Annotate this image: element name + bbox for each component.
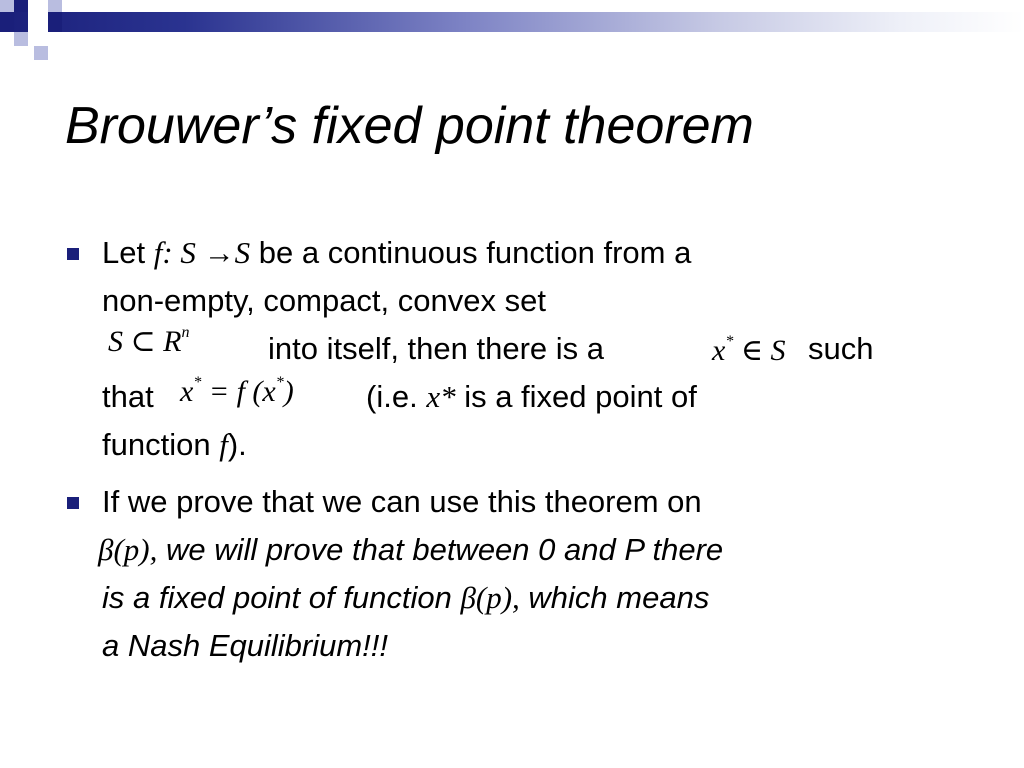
deco-square — [14, 32, 28, 46]
math-inline: β(p), — [460, 580, 520, 615]
bullet-2-line-4 — [102, 626, 388, 666]
math-inline: β(p), — [98, 532, 158, 567]
bullet-1-line-3-end — [808, 329, 873, 369]
text: that — [102, 379, 154, 414]
deco-square — [0, 0, 14, 12]
bullet-1-line-4 — [102, 377, 154, 417]
text: such — [808, 331, 874, 366]
math-inline: x — [712, 334, 726, 367]
bullet-1-line-5 — [102, 425, 247, 465]
text: into itself, then there is a — [268, 331, 605, 366]
math-inline: S ⊂ R — [108, 325, 182, 358]
math-superscript: * — [725, 333, 734, 350]
x-star-in-s — [712, 331, 786, 371]
deco-square — [28, 32, 48, 46]
deco-square — [48, 0, 62, 12]
text: function — [102, 427, 211, 462]
bullet-2-line-1 — [102, 482, 702, 522]
slide-title: Brouwer’s fixed point theorem — [65, 97, 754, 155]
deco-square — [48, 12, 62, 32]
text: non-empty, compact, convex set — [102, 283, 546, 318]
text: which means — [528, 580, 710, 615]
math-inline: f — [219, 427, 228, 462]
deco-square — [34, 46, 48, 60]
deco-square — [14, 0, 28, 12]
text: ). — [227, 427, 247, 462]
text: (i.e. — [366, 379, 418, 414]
header-gradient-band — [0, 12, 1024, 32]
bullet-2-line-2 — [98, 530, 723, 570]
text: is a fixed point of — [464, 379, 697, 414]
fixed-point-equation — [180, 372, 294, 412]
bullet-1-line-4-end — [366, 377, 697, 417]
text: If we prove that we can use this theorem on — [102, 484, 702, 519]
bullet-1-line-3 — [268, 329, 604, 369]
bullet-2-line-3 — [102, 578, 709, 618]
math-superscript: * — [275, 374, 284, 391]
math-inline: x — [180, 375, 194, 408]
text: a Nash Equilibrium!!! — [102, 628, 389, 663]
bullet-marker — [67, 497, 79, 509]
math-inline: ∈ S — [733, 334, 786, 367]
math-inline: = f (x — [201, 375, 276, 408]
math-inline: f: S →S — [153, 235, 251, 270]
set-math — [108, 322, 189, 362]
math-superscript: n — [181, 324, 190, 341]
deco-square — [0, 12, 14, 32]
math-inline: x* — [426, 379, 456, 414]
text: is a fixed point of function — [102, 580, 452, 615]
math-superscript: * — [193, 374, 202, 391]
bullet-1-line-2 — [102, 281, 546, 321]
text: we will prove that between 0 and P there — [157, 532, 724, 567]
text: Let — [102, 235, 154, 270]
deco-square — [28, 12, 48, 32]
text: be a continuous function from a — [250, 235, 692, 270]
math-inline: ) — [283, 375, 294, 408]
bullet-1-line-1 — [102, 233, 691, 273]
bullet-marker — [67, 248, 79, 260]
